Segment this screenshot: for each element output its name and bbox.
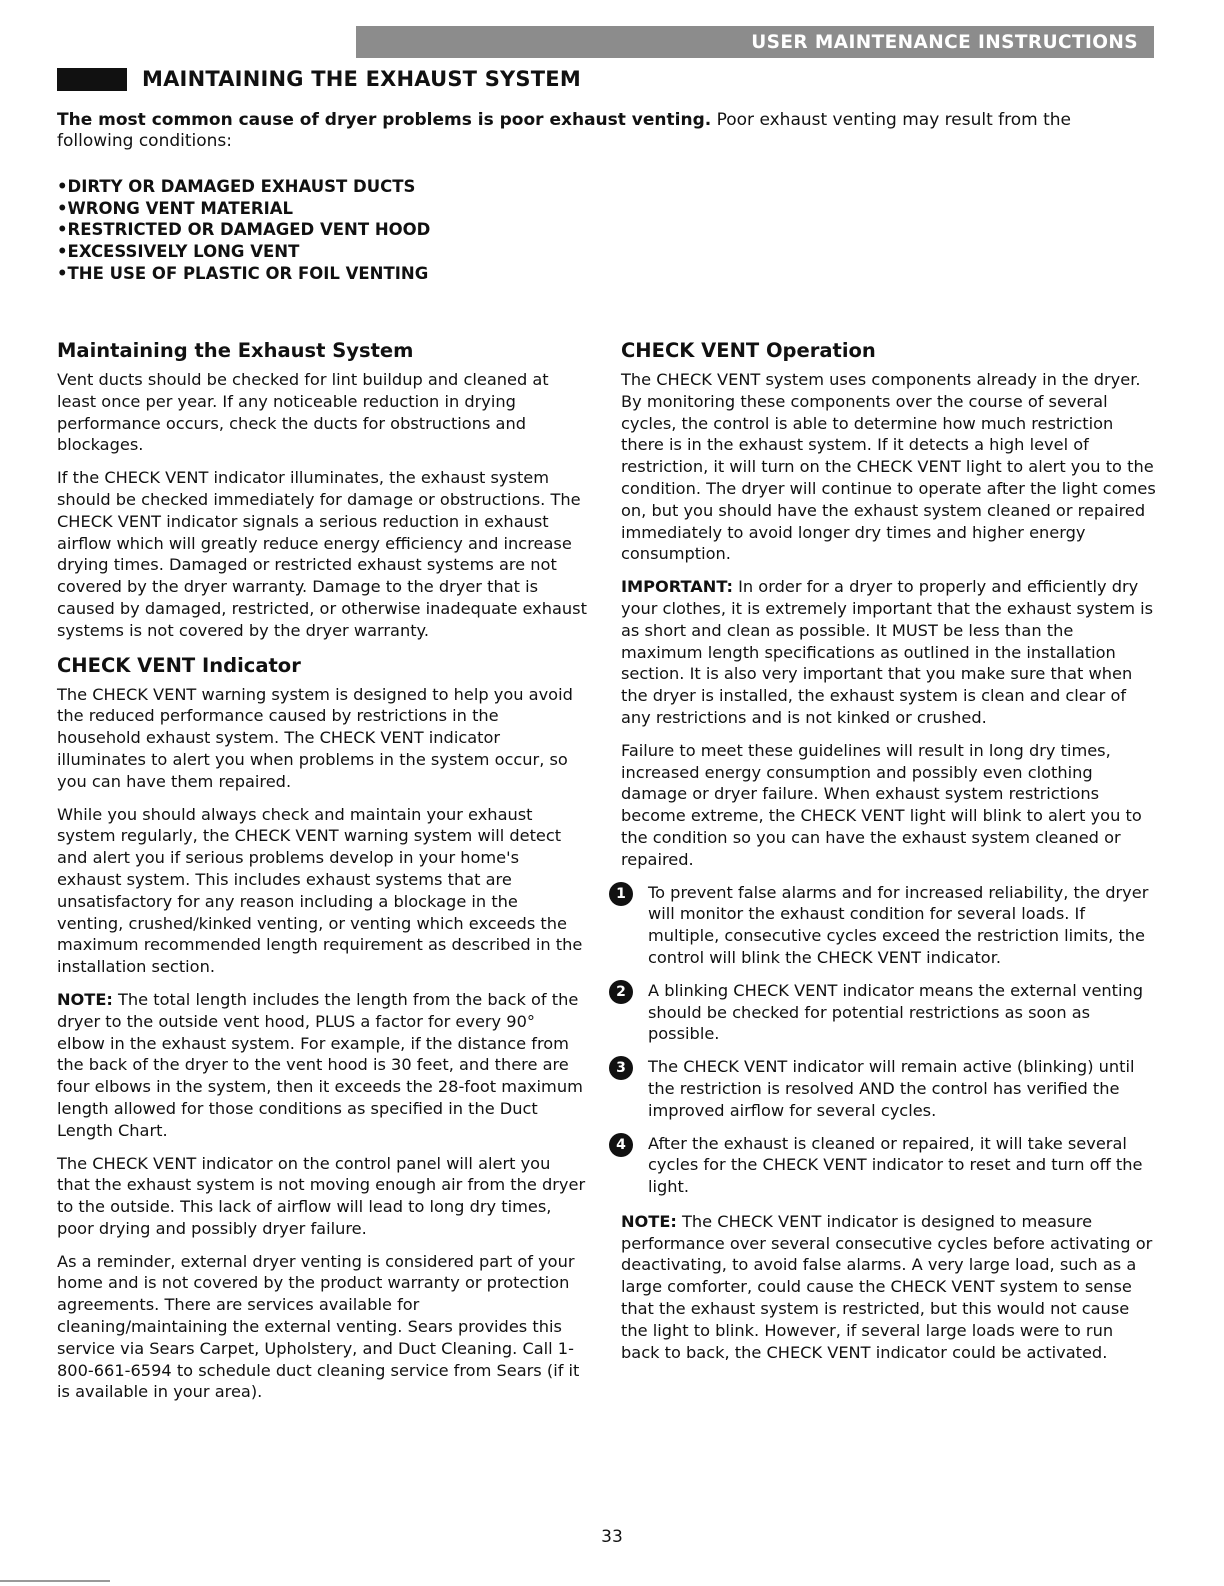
title-marker-block [57, 68, 127, 91]
step-number-badge: 2 [609, 980, 633, 1004]
paragraph: If the CHECK VENT indicator illuminates, the exhaust system should be checked immediately for damage or obstructions. The CHECK VENT indicator signals a serious reduction in exhaust airflow which will greatly reduce energy efficiency and increase drying times. Damaged or restricted exhaust systems are not covered by the dryer warranty. Damage to the dryer that is caused by damaged, restricted, or otherwise inadequate exhaust systems is not covered by the dryer warranty. [57, 468, 587, 640]
heading-check-vent-operation: CHECK VENT Operation [621, 339, 876, 362]
intro-paragraph [57, 110, 1117, 152]
page-title: MAINTAINING THE EXHAUST SYSTEM [142, 67, 581, 91]
condition-item: •THE USE OF PLASTIC OR FOIL VENTING [57, 263, 429, 283]
step-item [616, 980, 1156, 1045]
step-number-badge: 1 [609, 882, 633, 906]
condition-item: •WRONG VENT MATERIAL [57, 198, 293, 218]
step-number-badge: 3 [609, 1056, 633, 1080]
step-text: After the exhaust is cleaned or repaired, it will take several cycles for the CHECK VENT indicator to reset and turn off the light. [648, 1133, 1143, 1197]
step-item [616, 1133, 1156, 1198]
step-number-badge: 4 [609, 1133, 633, 1157]
paragraph: Vent ducts should be checked for lint buildup and cleaned at least once per year. If any noticeable reduction in drying performance occurs, check the ducts for obstructions and blockages. [57, 370, 549, 455]
condition-text: RESTRICTED OR DAMAGED VENT HOOD [67, 220, 431, 240]
step-text: A blinking CHECK VENT indicator means the external venting should be checked for potential restrictions as soon as possible. [648, 980, 1144, 1044]
important-text: In order for a dryer to properly and efficiently dry your clothes, it is extremely important that the exhaust system is as short and clean as possible. It MUST be less than the maximum length specifications as outlined in the installation section. It is also very important that you make sure that when the dryer is installed, the exhaust system is clean and clear of any restrictions and is not kinked or crushed. [621, 577, 1154, 727]
step-text: The CHECK VENT indicator will remain active (blinking) until the restriction is resolved AND the control has verified the improved airflow for several cycles. [648, 1057, 1135, 1120]
condition-text: EXCESSIVELY LONG VENT [67, 242, 300, 262]
note-label: NOTE: [621, 1211, 677, 1231]
paragraph: While you should always check and maintain your exhaust system regularly, the CHECK VENT warning system will detect and alert you if serious problems develop in your home's exhaust system. This includes exhaust systems that are unsatisfactory for any reason including a blockage in the venting, crushed/kinked venting, or venting which exceeds the maximum recommended length requirement as described in the installation section. [57, 804, 583, 977]
right-column [616, 338, 1156, 1374]
page-number: 33 [601, 1527, 623, 1547]
condition-item: •RESTRICTED OR DAMAGED VENT HOOD [57, 220, 431, 240]
condition-item: •EXCESSIVELY LONG VENT [57, 242, 300, 262]
step-item [616, 882, 1156, 969]
note-paragraph [621, 1211, 1156, 1364]
steps-list [616, 882, 1156, 1198]
paragraph: Failure to meet these guidelines will result in long dry times, increased energy consumption and possibly even clothing damage or dryer failure. When exhaust system restrictions become extreme, the CHECK VENT light will blink to alert you to the condition so you can have the exhaust system cleaned or repaired. [621, 740, 1142, 869]
condition-text: DIRTY OR DAMAGED EXHAUST DUCTS [67, 177, 416, 196]
step-item [616, 1056, 1156, 1121]
note-text: The CHECK VENT indicator is designed to measure performance over several consecutive cycles before activating or deactivating, to avoid false alarms. A very large load, such as a large comforter, could cause the CHECK VENT system to sense that the exhaust system is restricted, but this would not cause the light to blink. However, if several large loads were to run back to back, the CHECK VENT indicator could be activated. [621, 1211, 1153, 1362]
paragraph: As a reminder, external dryer venting is considered part of your home and is not covered by the product warranty or protection agreements. There are services available for cleaning/maintaining the external venting. Sears provides this service via Sears Carpet, Upholstery, and Duct Cleaning. Call 1-800-661-6594 to schedule duct cleaning service from Sears (if it is available in your area). [57, 1251, 580, 1402]
note-text: The total length includes the length from the back of the dryer to the outside vent hood, PLUS a factor for every 90° elbow in the exhaust system. For example, if the distance from the back of the dryer to the vent hood is 30 feet, and there are four elbows in the system, then it exceeds the 28-foot maximum length allowed for those conditions as specified in the Duct Length Chart. [57, 989, 583, 1140]
intro-rest: Poor exhaust venting may result from the following conditions: [57, 110, 1072, 151]
paragraph: The CHECK VENT system uses components already in the dryer. By monitoring these components over the course of several cycles, the control is able to determine how much restriction there is in the exhaust system. If it detects a high level of restriction, it will turn on the CHECK VENT light to alert you to the condition. The dryer will continue to operate after the light comes on, but you should have the exhaust system cleaned or repaired immediately to avoid longer dry times and higher energy consumption. [621, 370, 1156, 564]
heading-maintaining: Maintaining the Exhaust System [57, 339, 414, 362]
paragraph: The CHECK VENT indicator on the control panel will alert you that the exhaust system is not moving enough air from the dryer to the outside. This lack of airflow will lead to long dry times, poor drying and possibly dryer failure. [57, 1153, 586, 1238]
heading-check-vent-indicator: CHECK VENT Indicator [57, 653, 301, 677]
important-paragraph [621, 576, 1156, 729]
section-banner: USER MAINTENANCE INSTRUCTIONS [356, 26, 1154, 58]
step-text: To prevent false alarms and for increased reliability, the dryer will monitor the exhaust condition for several loads. If multiple, consecutive cycles exceed the restriction limits, the control will blink the CHECK VENT indicator. [648, 882, 1149, 967]
important-label: IMPORTANT: [621, 577, 733, 597]
footer-rule [0, 1580, 110, 1582]
left-column [57, 338, 587, 1414]
intro-bold: The most common cause of dryer problems is poor exhaust venting. [57, 110, 712, 130]
condition-text: WRONG VENT MATERIAL [67, 198, 293, 218]
paragraph: The CHECK VENT warning system is designed to help you avoid the reduced performance caused by restrictions in the household exhaust system. The CHECK VENT indicator illuminates to alert you when problems in the system occur, so you can have them repaired. [57, 684, 573, 791]
condition-text: THE USE OF PLASTIC OR FOIL VENTING [67, 263, 429, 283]
note-label: NOTE: [57, 989, 113, 1009]
conditions-list [57, 176, 430, 285]
condition-item: •DIRTY OR DAMAGED EXHAUST DUCTS [57, 177, 416, 196]
note-paragraph [57, 989, 587, 1142]
